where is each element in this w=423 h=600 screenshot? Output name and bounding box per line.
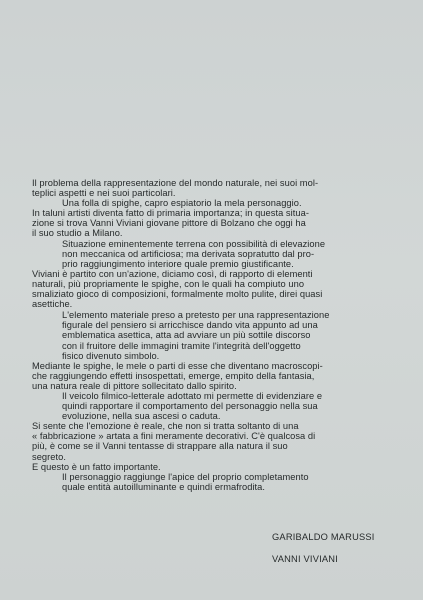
text-line: quale entità autoilluminante e quindi ermafrodita. xyxy=(62,481,266,492)
subject-name: VANNI VIVIANI xyxy=(272,554,338,564)
text-line: smaliziato gioco di composizioni, formalmente molto pulite, direi quasi xyxy=(32,289,323,300)
text-line: In taluni artisti diventa fatto di primaria importanza; in questa situa- xyxy=(32,208,309,219)
text-line: segreto. xyxy=(32,451,66,462)
text-line: quindi rapportare il comportamento del personaggio nella sua xyxy=(62,401,318,412)
author-signature: GARIBALDO MARUSSI xyxy=(272,532,375,542)
text-line: Il veicolo filmico-letterale adottato mi permette di evidenziare e xyxy=(62,390,323,401)
text-line: prio raggiungimento interiore quale premio giustificante. xyxy=(62,258,294,269)
text-line: fisico divenuto simbolo. xyxy=(62,350,160,361)
text-line: Situazione eminentemente terrena con possibilità di elevazione xyxy=(62,238,326,249)
text-line: Il problema della rappresentazione del mondo naturale, nei suoi mol- xyxy=(32,178,319,188)
text-line: L'elemento materiale preso a pretesto per una rappresentazione xyxy=(62,310,330,321)
article-text xyxy=(32,178,391,492)
text-line: non meccanica od artificiosa; ma derivata sopratutto dal pro- xyxy=(62,248,315,259)
text-line: il suo studio a Milano. xyxy=(32,228,123,239)
text-line: più, è come se il Vanni tentasse di strappare alla natura il suo xyxy=(32,441,288,452)
text-line: emblematica asettica, atta ad avviare un più sottile discorso xyxy=(62,330,311,341)
text-line: figurale del pensiero si arricchisce dando vita appunto ad una xyxy=(62,320,318,331)
text-line: teplici aspetti e nei suoi particolari. xyxy=(32,188,176,199)
text-line: asettiche. xyxy=(32,299,73,310)
text-line: Mediante le spighe, le mele o parti di esse che diventano macroscopi- xyxy=(32,360,323,371)
text-line: zione si trova Vanni Viviani giovane pittore di Bolzano che oggi ha xyxy=(32,218,306,229)
text-line: Si sente che l'emozione è reale, che non si tratta soltanto di una xyxy=(32,421,299,432)
text-line: naturali, più propriamente le spighe, con le quali ha compiuto uno xyxy=(32,278,305,289)
signature-block xyxy=(272,531,392,566)
text-line: E questo è un fatto importante. xyxy=(32,461,161,472)
text-line: che raggiungendo effetti insospettati, emerge, empito della fantasia, xyxy=(32,370,315,381)
text-line: evoluzione, nella sua ascesi o caduta. xyxy=(62,411,221,422)
text-line: Il personaggio raggiunge l'apice del proprio completamento xyxy=(62,471,309,482)
text-line: Viviani è partito con un'azione, diciamo così, di rapporto di elementi xyxy=(32,268,313,279)
text-line: con il fruitore delle immagini tramite l'integrità dell'oggetto xyxy=(62,340,301,351)
text-line: Una folla di spighe, capro espiatorio la mela personaggio. xyxy=(62,198,302,209)
text-line: una natura reale di pittore sollecitato dallo spirito. xyxy=(32,380,237,391)
text-line: « fabbricazione » artata a fini meramente decorativi. C'è qualcosa di xyxy=(32,431,316,442)
